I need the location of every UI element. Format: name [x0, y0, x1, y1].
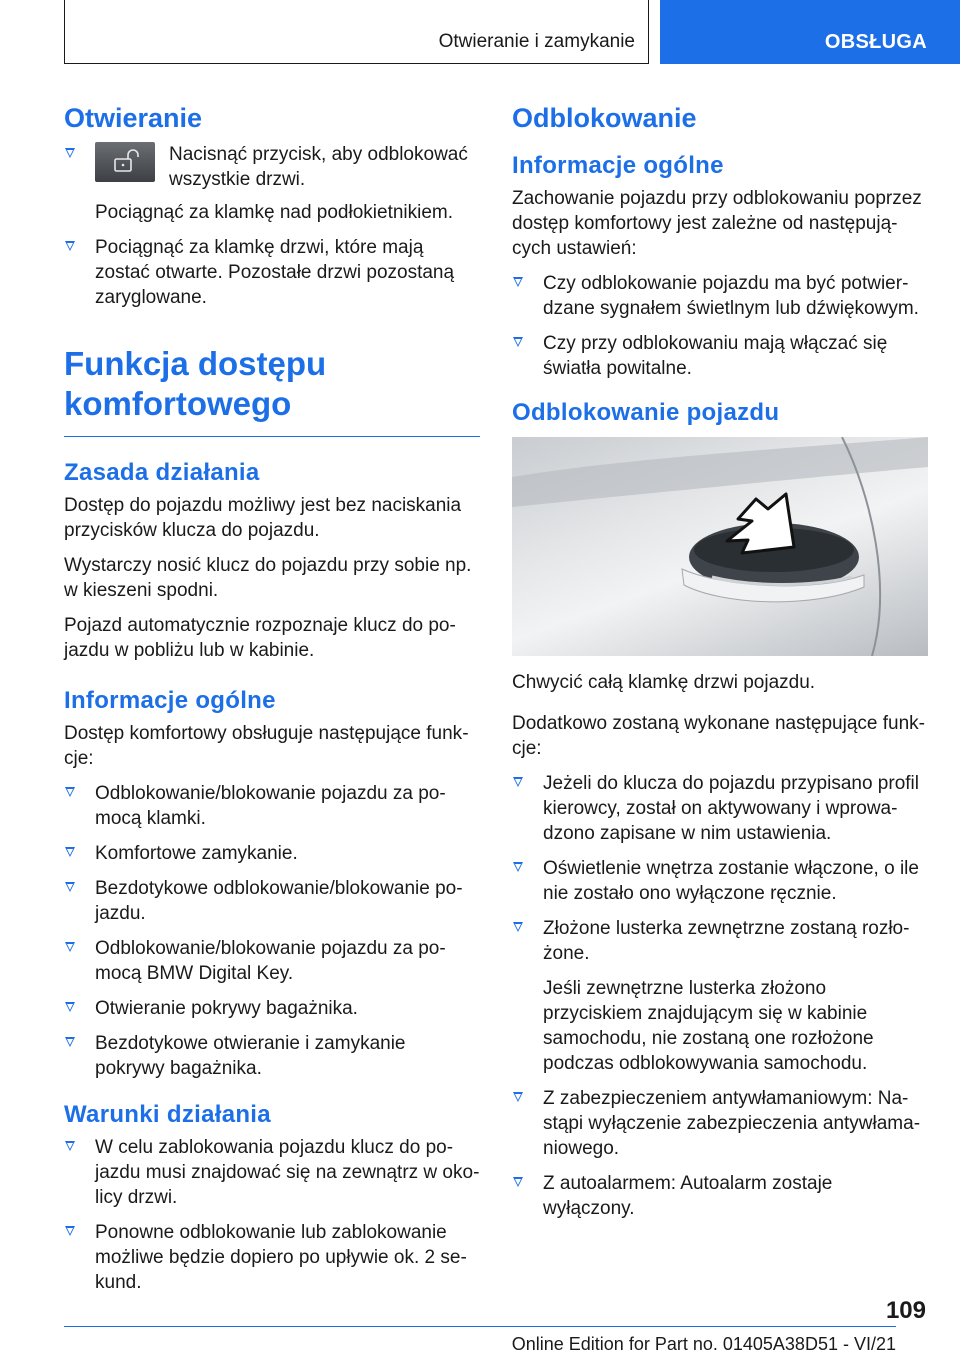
unlocking-sub-heading: Informacje ogólne	[512, 152, 724, 179]
right-column	[512, 100, 928, 1231]
opening-item1-follow: Pociągnąć za klamkę nad podłokietnikiem.	[95, 202, 454, 223]
comfort-access-heading-line2: komfortowego	[64, 385, 292, 422]
general-heading: Informacje ogólne	[64, 687, 276, 714]
list-item	[64, 781, 480, 831]
vehicle-unlock-item-text: Z zabezpieczeniem antywłamaniowym: Nastąpi wyłączenie zabezpieczenia antywłamaniowego.	[543, 1088, 921, 1159]
list-item	[512, 771, 928, 846]
bullet-triangle-icon	[65, 942, 75, 952]
bullet-triangle-icon	[513, 1177, 523, 1187]
general-item-text: Bezdotykowe otwieranie i zamykanie pokrywy bagażnika.	[95, 1033, 406, 1079]
vehicle-unlock-list	[512, 771, 928, 1221]
bullet-triangle-icon	[65, 847, 75, 857]
general-intro: Dostęp komfortowy obsługuje następujące funkcje:	[64, 723, 469, 769]
list-item	[64, 142, 480, 225]
conditions-item-text: W celu zablokowania pojazdu klucz do pojazdu musi znajdować się na zewnątrz w okolicy drzwi.	[95, 1137, 480, 1208]
list-item	[64, 841, 480, 866]
principle-p1: Dostęp do pojazdu możliwy jest bez naciskania przycisków klucza do pojazdu.	[64, 495, 462, 541]
principle-p3: Pojazd automatycznie rozpoznaje klucz do pojazdu w pobliżu lub w kabinie.	[64, 615, 456, 661]
opening-item2-text: Pociągnąć za klamkę drzwi, które mają zostać otwarte. Pozostałe drzwi pozostaną zaryglowane.	[95, 237, 455, 308]
bullet-triangle-icon	[65, 1037, 75, 1047]
unlock-button-icon	[95, 142, 155, 182]
unlocking-heading: Odblokowanie	[512, 103, 697, 133]
bullet-triangle-icon	[65, 787, 75, 797]
general-item-text: Otwieranie pokrywy bagażnika.	[95, 998, 358, 1019]
unlocking-item-text: Czy przy odblokowaniu mają włączać się światła powitalne.	[543, 333, 888, 379]
principle-heading: Zasada działania	[64, 459, 260, 486]
list-item	[512, 916, 928, 1076]
list-item	[64, 996, 480, 1021]
bullet-triangle-icon	[65, 148, 75, 158]
list-item	[64, 1135, 480, 1210]
general-item-text: Odblokowanie/blokowanie pojazdu za pomocą klamki.	[95, 783, 446, 829]
edition-text: Online Edition for Part no. 01405A38D51 - VI/21	[511, 1334, 896, 1354]
list-item	[512, 1086, 928, 1161]
bullet-triangle-icon	[65, 1226, 75, 1236]
bullet-triangle-icon	[65, 241, 75, 251]
vehicle-unlock-heading: Odblokowanie pojazdu	[512, 399, 780, 426]
conditions-heading: Warunki działania	[64, 1101, 271, 1128]
door-handle-photo	[512, 437, 928, 656]
principle-p2: Wystarczy nosić klucz do pojazdu przy sobie np. w kieszeni spodni.	[64, 555, 472, 601]
list-item	[64, 235, 480, 310]
unlocking-intro: Zachowanie pojazdu przy odblokowaniu poprzez dostęp komfortowy jest zależne od następujących ustawień:	[512, 188, 922, 259]
list-item	[512, 331, 928, 381]
bullet-triangle-icon	[65, 882, 75, 892]
vehicle-unlock-caption: Chwycić całą klamkę drzwi pojazdu.	[512, 672, 816, 693]
opening-heading: Otwieranie	[64, 103, 203, 133]
comfort-access-heading-line1: Funkcja dostępu	[64, 345, 327, 382]
page-number: 109	[885, 1297, 926, 1324]
left-column	[64, 100, 480, 1305]
chapter-tab	[660, 0, 960, 64]
vehicle-unlock-item-text: Jeżeli do klucza do pojazdu przypisano profil kierowcy, został on aktywowany i wprowadzono zapisane w nim ustawienia.	[543, 773, 919, 844]
bullet-triangle-icon	[513, 862, 523, 872]
list-item	[64, 1031, 480, 1081]
bullet-triangle-icon	[513, 277, 523, 287]
conditions-list	[64, 1135, 480, 1295]
chapter-title: OBSŁUGA	[824, 31, 927, 53]
running-header-section	[64, 0, 649, 64]
general-item-text: Bezdotykowe odblokowanie/blokowanie pojazdu.	[95, 878, 463, 924]
comfort-access-heading	[64, 344, 480, 437]
general-item-text: Komfortowe zamykanie.	[95, 843, 298, 864]
bullet-triangle-icon	[513, 1092, 523, 1102]
vehicle-unlock-item-text: Oświetlenie wnętrza zostanie włączone, o ile nie zostało ono wyłączone ręcznie.	[543, 858, 919, 904]
list-item	[64, 1220, 480, 1295]
conditions-item-text: Ponowne odblokowanie lub zablokowanie możliwe będzie dopiero po upływie ok. 2 sekund.	[95, 1222, 467, 1293]
bullet-triangle-icon	[65, 1141, 75, 1151]
vehicle-unlock-intro: Dodatkowo zostaną wykonane następujące funkcje:	[512, 713, 925, 759]
unlocking-list	[512, 271, 928, 381]
list-item	[64, 876, 480, 926]
list-item	[512, 856, 928, 906]
bullet-triangle-icon	[65, 1002, 75, 1012]
unlocking-item-text: Czy odblokowanie pojazdu ma być potwierdzane sygnałem świetlnym lub dźwiękowym.	[543, 273, 919, 319]
bullet-triangle-icon	[513, 922, 523, 932]
list-item	[512, 1171, 928, 1221]
vehicle-unlock-item-text: Z autoalarmem: Autoalarm zostaje wyłączony.	[543, 1173, 833, 1219]
opening-list	[64, 142, 480, 310]
list-item	[64, 936, 480, 986]
bullet-triangle-icon	[513, 337, 523, 347]
general-list	[64, 781, 480, 1081]
section-title: Otwieranie i zamykanie	[438, 31, 635, 52]
list-item	[512, 271, 928, 321]
opening-item1-text: Nacisnąć przycisk, aby odblokować wszystkie drzwi.	[169, 144, 468, 190]
footer	[64, 1326, 896, 1355]
mirror-note: Jeśli zewnętrzne lusterka złożono przyciskiem znajdującym się w kabinie samochodu, nie zostaną one rozłożone podczas odblokowywania samochodu.	[543, 978, 874, 1074]
general-item-text: Odblokowanie/blokowanie pojazdu za pomocą BMW Digital Key.	[95, 938, 446, 984]
vehicle-unlock-item-text: Złożone lusterka zewnętrzne zostaną rozłożone.	[543, 918, 910, 964]
bullet-triangle-icon	[513, 777, 523, 787]
